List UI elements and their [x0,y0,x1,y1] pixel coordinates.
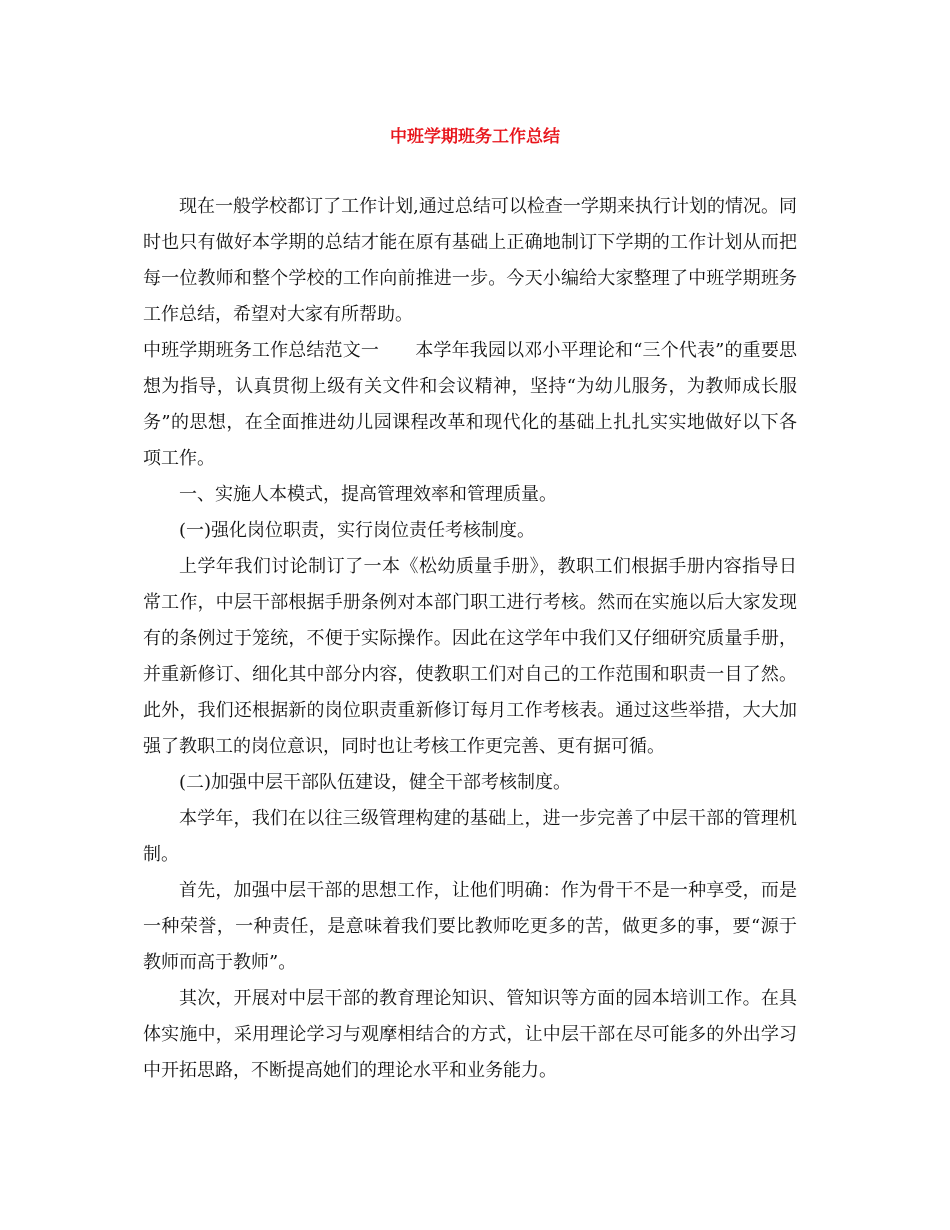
paragraph-intro: 现在一般学校都订了工作计划,通过总结可以检查一学期来执行计划的情况。同时也只有做好本学期的总结才能在原有基础上正确地制订下学期的工作计划从而把每一位教师和整个学校的工作向前推进一步。今天小编给大家整理了中班学期班务工作总结，希望对大家有所帮助。 [143,196,797,325]
section-heading-1: 一、实施人本模式，提高管理效率和管理质量。 [179,484,557,505]
paragraph-sample-one: 中班学期班务工作总结范文一 本学年我园以邓小平理论和“三个代表”的重要思想为指导，认真贯彻上级有关文件和会议精神，坚持“为幼儿服务，为教师成长服务”的思想，在全面推进幼儿园课程改革和现代化的基础上扎扎实实地做好以下各项工作。 [143,340,797,469]
document-body [143,189,797,1089]
paragraph-handbook: 上学年我们讨论制订了一本《松幼质量手册》，教职工们根据手册内容指导日常工作，中层干部根据手册条例对本部门职工进行考核。然而在实施以后大家发现有的条例过于笼统，不便于实际操作。因此在这学年中我们又仔细研究质量手册，并重新修订、细化其中部分内容，使教职工们对自己的工作范围和职责一目了然。此外，我们还根据新的岗位职责重新修订每月工作考核表。通过这些举措，大大加强了教职工的岗位意识，同时也让考核工作更完善、更有据可循。 [143,556,797,757]
document-title: 中班学期班务工作总结 [390,127,560,147]
paragraph-first: 首先，加强中层干部的思想工作，让他们明确：作为骨干不是一种享受，而是一种荣誉，一种责任，是意味着我们要比教师吃更多的苦，做更多的事，要“源于教师而高于教师”。 [143,880,797,973]
subsection-heading-1: (一)强化岗位职责，实行岗位责任考核制度。 [179,520,536,541]
paragraph-second: 其次，开展对中层干部的教育理论知识、管知识等方面的园本培训工作。在具体实施中，采用理论学习与观摩相结合的方式，让中层干部在尽可能多的外出学习中开拓思路，不断提高她们的理论水平和业务能力。 [143,988,797,1081]
subsection-heading-2: (二)加强中层干部队伍建设，健全干部考核制度。 [179,772,572,793]
paragraph-mechanism: 本学年，我们在以往三级管理构建的基础上，进一步完善了中层干部的管理机制。 [143,808,797,865]
